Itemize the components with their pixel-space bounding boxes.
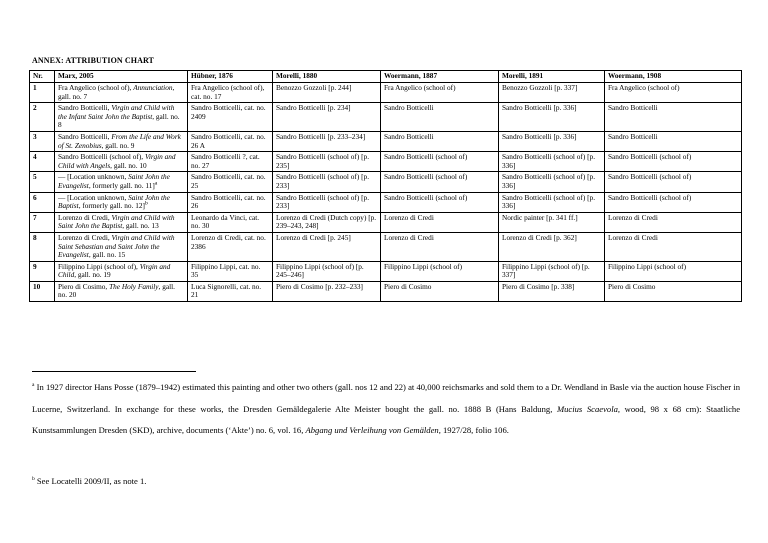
table-row — [30, 83, 742, 103]
hubner-cell: Sandro Botticelli, cat. no. 25 — [188, 172, 273, 192]
row-number: 6 — [30, 192, 55, 212]
morelli-1891-cell: Sandro Botticelli (school of) [p. 336] — [499, 152, 605, 172]
woermann-1908-cell: Piero di Cosimo — [605, 281, 742, 301]
morelli-1880-cell: Lorenzo di Credi [p. 245] — [273, 232, 381, 261]
row-number: 2 — [30, 103, 55, 132]
woermann-1887-cell: Lorenzo di Credi — [381, 232, 499, 261]
hubner-cell: Sandro Botticelli ?, cat. no. 27 — [188, 152, 273, 172]
morelli-1891-cell: Sandro Botticelli [p. 336] — [499, 103, 605, 132]
morelli-1880-cell: Sandro Botticelli (school of) [p. 235] — [273, 152, 381, 172]
woermann-1887-cell: Filippino Lippi (school of) — [381, 261, 499, 281]
footnote-ref: a — [154, 180, 158, 187]
table-row — [30, 232, 742, 261]
row-number: 9 — [30, 261, 55, 281]
row-number: 4 — [30, 152, 55, 172]
marx-cell: Filippino Lippi (school of), Virgin and Child, gall. no. 19 — [55, 261, 188, 281]
morelli-1891-cell: Sandro Botticelli (school of) [p. 336] — [499, 172, 605, 192]
morelli-1891-cell: Lorenzo di Credi [p. 362] — [499, 232, 605, 261]
woermann-1908-cell: Sandro Botticelli (school of) — [605, 192, 742, 212]
marx-cell: Lorenzo di Credi, Virgin and Child with Saint Sebastian and Saint John the Evangelist, gall. no. 15 — [55, 232, 188, 261]
woermann-1887-cell: Sandro Botticelli (school of) — [381, 172, 499, 192]
morelli-1891-cell: Nordic painter [p. 341 ff.] — [499, 212, 605, 232]
marx-cell: Sandro Botticelli (school of), Virgin and Child with Angels, gall. no. 10 — [55, 152, 188, 172]
table-row — [30, 172, 742, 192]
col-header: Marx, 2005 — [55, 71, 188, 83]
morelli-1880-cell: Sandro Botticelli [p. 234] — [273, 103, 381, 132]
footnote-a: $^a$ In 1927 director Hans Posse (1879–1942) estimated this painting and other two others (gall. nos 12 and 22) at 40,000 reichsmarks and sold them to a Dr. Wendland in Basle via the auction house Fischer in Lucerne, Switzerland. In exchange for these works, the Dresden Gemäldegalerie Alte Meister bought the gall. no. 1888 B (Hans Baldung, Mucius Scaevola, wood, 98 x 68 cm): Staatliche Kunstsammlungen Dresden (SKD), archive, documents (‘Akte’) no. 6, vol. 16, Abgang und Verleihung von Gemälden, 1927/28, folio 106. — [32, 382, 741, 435]
woermann-1887-cell: Fra Angelico (school of) — [381, 83, 499, 103]
morelli-1891-cell: Filippino Lippi (school of) [p. 337] — [499, 261, 605, 281]
woermann-1887-cell: Sandro Botticelli — [381, 103, 499, 132]
woermann-1908-cell: Lorenzo di Credi — [605, 232, 742, 261]
col-header: Nr. — [30, 71, 55, 83]
footnote-mark: a — [32, 382, 35, 389]
row-number: 1 — [30, 83, 55, 103]
woermann-1887-cell: Piero di Cosimo — [381, 281, 499, 301]
footnote-b: $^b$ See Locatelli 2009/II, as note 1. — [32, 476, 147, 486]
morelli-1880-cell: Filippino Lippi (school of) [p. 245–246] — [273, 261, 381, 281]
table-row — [30, 212, 742, 232]
morelli-1880-cell: Sandro Botticelli (school of) [p. 233] — [273, 192, 381, 212]
marx-cell: — [Location unknown, Saint John the Baptist, formerly gall. no. 12]$^b$ — [55, 192, 188, 212]
marx-cell: Piero di Cosimo, The Holy Family, gall. no. 20 — [55, 281, 188, 301]
marx-cell: — [Location unknown, Saint John the Evangelist, formerly gall. no. 11]$^a$ — [55, 172, 188, 192]
marx-cell: Sandro Botticelli, From the Life and Work of St. Zenobius, gall. no. 9 — [55, 131, 188, 151]
woermann-1908-cell: Sandro Botticelli — [605, 103, 742, 132]
hubner-cell: Sandro Botticelli, cat. no. 26 — [188, 192, 273, 212]
row-number: 8 — [30, 232, 55, 261]
hubner-cell: Lorenzo di Credi, cat. no. 2386 — [188, 232, 273, 261]
morelli-1891-cell: Sandro Botticelli (school of) [p. 336] — [499, 192, 605, 212]
hubner-cell: Fra Angelico (school of), cat. no. 17 — [188, 83, 273, 103]
morelli-1880-cell: Sandro Botticelli [p. 233–234] — [273, 131, 381, 151]
marx-cell: Fra Angelico (school of), Annunciation, gall. no. 7 — [55, 83, 188, 103]
woermann-1887-cell: Lorenzo di Credi — [381, 212, 499, 232]
table-row — [30, 261, 742, 281]
hubner-cell: Leonardo da Vinci, cat. no. 30 — [188, 212, 273, 232]
woermann-1908-cell: Filippino Lippi (school of) — [605, 261, 742, 281]
morelli-1880-cell: Lorenzo di Credi (Dutch copy) [p. 239–243, 248] — [273, 212, 381, 232]
woermann-1908-cell: Fra Angelico (school of) — [605, 83, 742, 103]
table-row — [30, 152, 742, 172]
marx-cell: Lorenzo di Credi, Virgin and Child with Saint John the Baptist, gall. no. 13 — [55, 212, 188, 232]
morelli-1891-cell: Sandro Botticelli [p. 336] — [499, 131, 605, 151]
table-header-row — [30, 71, 742, 83]
morelli-1880-cell: Piero di Cosimo [p. 232–233] — [273, 281, 381, 301]
table-row — [30, 192, 742, 212]
row-number: 3 — [30, 131, 55, 151]
row-number: 7 — [30, 212, 55, 232]
morelli-1880-cell: Sandro Botticelli (school of) [p. 233] — [273, 172, 381, 192]
footnote-divider — [32, 371, 196, 372]
row-number: 10 — [30, 281, 55, 301]
marx-cell: Sandro Botticelli, Virgin and Child with the Infant Saint John the Baptist, gall. no. 8 — [55, 103, 188, 132]
table-row — [30, 103, 742, 132]
morelli-1891-cell: Benozzo Gozzoli [p. 337] — [499, 83, 605, 103]
attribution-table — [29, 70, 742, 302]
col-header: Woermann, 1887 — [381, 71, 499, 83]
woermann-1908-cell: Sandro Botticelli (school of) — [605, 152, 742, 172]
col-header: Woermann, 1908 — [605, 71, 742, 83]
col-header: Morelli, 1880 — [273, 71, 381, 83]
footnote-mark: b — [32, 476, 35, 483]
woermann-1908-cell: Sandro Botticelli (school of) — [605, 172, 742, 192]
woermann-1908-cell: Sandro Botticelli — [605, 131, 742, 151]
hubner-cell: Sandro Botticelli, cat. no. 2409 — [188, 103, 273, 132]
hubner-cell: Sandro Botticelli, cat. no. 26 A — [188, 131, 273, 151]
woermann-1908-cell: Lorenzo di Credi — [605, 212, 742, 232]
footnote-ref: b — [144, 200, 148, 207]
hubner-cell: Luca Signorelli, cat. no. 21 — [188, 281, 273, 301]
col-header: Hübner, 1876 — [188, 71, 273, 83]
morelli-1891-cell: Piero di Cosimo [p. 338] — [499, 281, 605, 301]
morelli-1880-cell: Benozzo Gozzoli [p. 244] — [273, 83, 381, 103]
row-number: 5 — [30, 172, 55, 192]
table-row — [30, 131, 742, 151]
woermann-1887-cell: Sandro Botticelli (school of) — [381, 152, 499, 172]
page-heading: ANNEX: ATTRIBUTION CHART — [32, 56, 154, 65]
woermann-1887-cell: Sandro Botticelli (school of) — [381, 192, 499, 212]
table-row — [30, 281, 742, 301]
col-header: Morelli, 1891 — [499, 71, 605, 83]
woermann-1887-cell: Sandro Botticelli — [381, 131, 499, 151]
hubner-cell: Filippino Lippi, cat. no. 35 — [188, 261, 273, 281]
